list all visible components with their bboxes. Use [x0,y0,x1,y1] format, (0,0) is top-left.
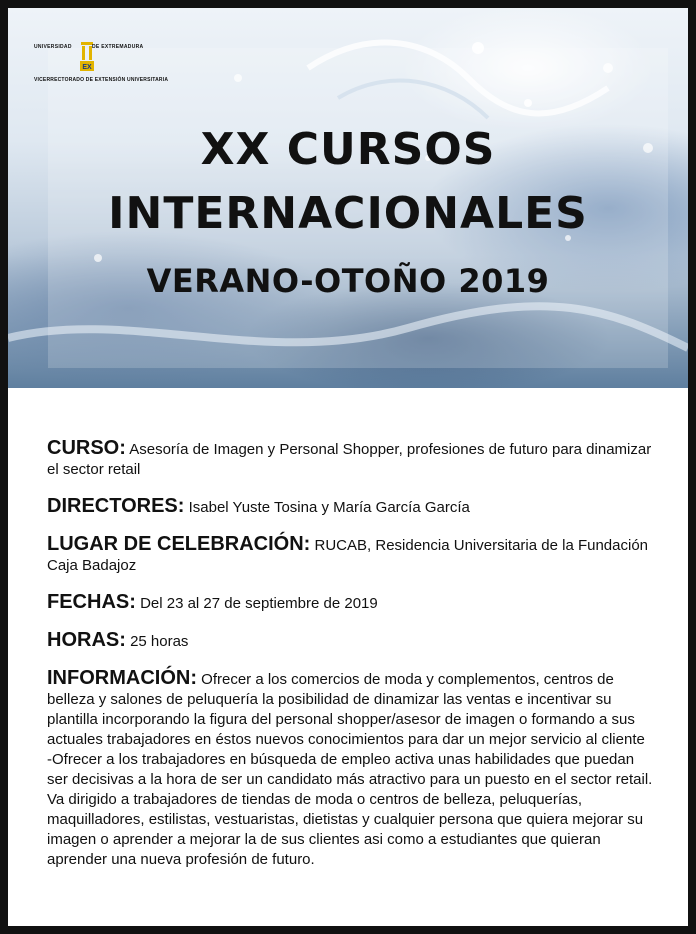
curso-entry [47,438,657,480]
logo-region-text: DE EXTREMADURA [92,44,144,50]
horas-label: HORAS: [47,629,126,651]
title-line-3: VERANO-OTOÑO 2019 [146,262,550,300]
informacion-paragraph-2: -Ofrecer a los trabajadores en búsqueda de empleo activa unas habilidades que puedan ser decisivas a la hora de ser un candidato más atractivo para un puesto en el sector retail. [47,751,653,788]
logo-university-text: UNIVERSIDAD [34,44,72,50]
university-logo [34,40,174,92]
informacion-value: Ofrecer a los comercios de moda y complementos, centros de belleza y salones de peluquería la posibilidad de dinamizar las ventas e incentivar su plantilla incorporando la figura del personal shopper/asesor de imagen o formando a sus actuales trabajadores en éstos nuevos conocimientos para dar un mejor servicio al cliente [47,671,645,748]
lugar-value: RUCAB, Residencia Universitaria de la Fundación Caja Badajoz [47,537,649,574]
course-details [47,438,657,870]
title-line-1: XX CURSOS [200,124,496,175]
lugar-entry [47,534,657,576]
directores-label: DIRECTORES: [47,495,185,517]
informacion-paragraph-3: Va dirigido a trabajadores de tiendas de moda o centros de belleza, peluquerías, maquilladores, estilistas, vestuaristas, dietistas y cualquier persona que quiera mejorar su imagen o aprender a mejorar la de sus clientes asi como a estudiantes que quieran aprender una nueva profesión de futuro. [47,791,644,868]
title-line-2: INTERNACIONALES [108,188,588,239]
horas-entry [47,630,657,652]
lugar-label: LUGAR DE CELEBRACIÓN: [47,533,311,555]
header-banner [8,8,688,388]
fechas-label: FECHAS: [47,591,136,613]
fechas-entry [47,592,657,614]
poster-card [8,8,688,926]
horas-value: 25 horas [130,633,189,650]
logo-mark: EX [82,64,92,71]
directores-entry [47,496,657,518]
directores-value: Isabel Yuste Tosina y María García García [188,499,470,516]
curso-value: Asesoría de Imagen y Personal Shopper, profesiones de futuro para dinamizar el sector retail [47,441,652,478]
informacion-entry [47,668,657,750]
logo-vicerrectorado-text: VICERRECTORADO DE EXTENSIÓN UNIVERSITARIA [34,77,169,83]
informacion-label: INFORMACIÓN: [47,667,197,689]
fechas-value: Del 23 al 27 de septiembre de 2019 [140,595,378,612]
curso-label: CURSO: [47,437,126,459]
